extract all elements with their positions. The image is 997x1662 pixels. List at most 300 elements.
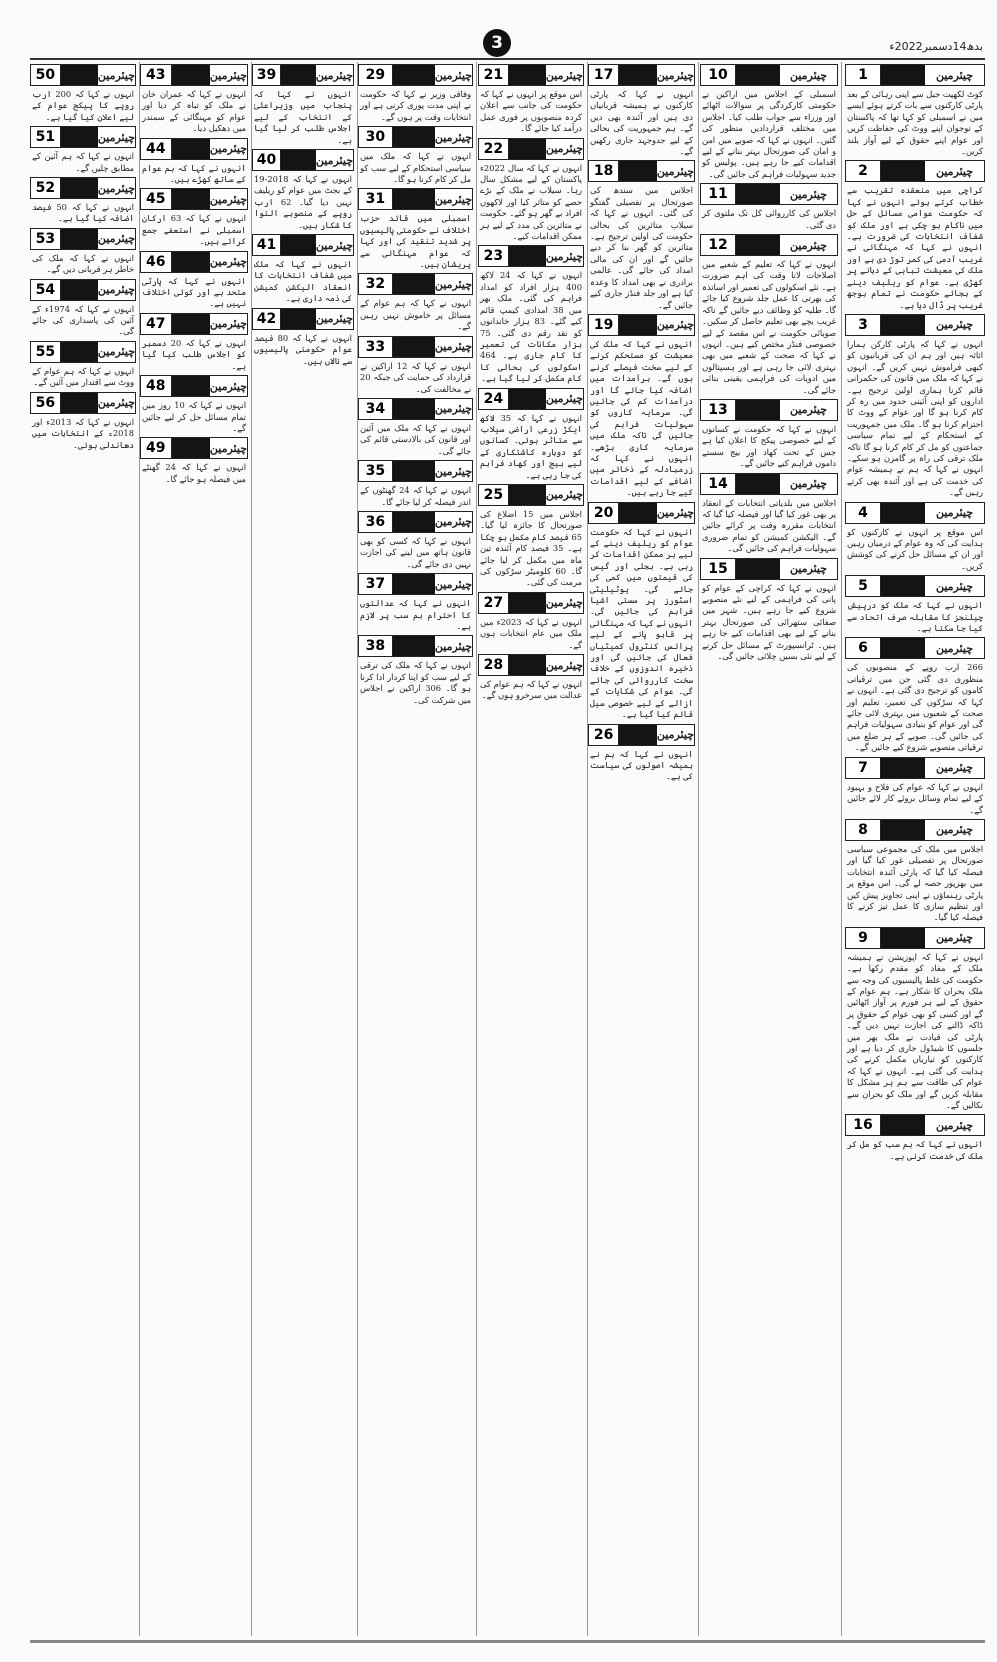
tag-word: چیئرمین — [435, 636, 472, 656]
news-column — [358, 62, 473, 1636]
tag-black-block — [281, 150, 316, 170]
item-tag — [588, 502, 695, 524]
tag-word: چیئرمین — [780, 559, 837, 579]
tag-black-block — [172, 314, 210, 334]
item-tag — [845, 819, 985, 841]
item-tag — [358, 635, 473, 657]
item-tag — [845, 160, 985, 182]
item-number: 39 — [253, 65, 281, 85]
item-tag — [700, 183, 838, 205]
item-tag — [588, 64, 695, 86]
item-number: 51 — [31, 127, 61, 147]
item-tag — [358, 460, 473, 482]
item-tag — [358, 126, 473, 148]
item-text: انہوں نے کہا کہ 80 فیصد عوام حکومتی پالیسیوں سے نالاں ہیں۔ — [254, 332, 352, 366]
item-number: 43 — [141, 65, 172, 85]
news-item — [30, 279, 136, 338]
news-item — [700, 473, 838, 555]
tag-black-block — [393, 512, 435, 532]
tag-word: چیئرمین — [435, 399, 472, 419]
tag-black-block — [393, 399, 435, 419]
news-item — [700, 234, 838, 396]
item-number: 16 — [846, 1115, 881, 1135]
tag-word: چیئرمین — [435, 461, 472, 481]
tag-word: چیئرمین — [210, 314, 247, 334]
tag-word: چیئرمین — [546, 65, 583, 85]
news-item — [252, 64, 354, 146]
news-item — [478, 388, 584, 481]
tag-black-block — [509, 139, 546, 159]
tag-black-block — [281, 309, 316, 329]
item-number: 40 — [253, 150, 281, 170]
item-number: 1 — [846, 65, 881, 85]
tag-black-block — [881, 576, 925, 596]
item-number: 17 — [589, 65, 619, 85]
news-item — [140, 64, 248, 135]
item-number: 44 — [141, 139, 172, 159]
tag-black-block — [509, 593, 546, 613]
tag-black-block — [509, 655, 546, 675]
item-tag — [358, 273, 473, 295]
item-text: انہوں نے کہا کہ ملک کی ترقی کے لیے سب کو اپنا کردار ادا کرنا ہو گا۔ 306 اراکین نے اجلاس میں شرکت کی۔ — [360, 660, 472, 705]
item-number: 26 — [589, 725, 619, 745]
tag-black-block — [393, 65, 435, 85]
news-item — [30, 228, 136, 276]
item-text: انہوں نے کہا کہ 2013ء اور 2018ء کے انتخابات میں دھاندلی ہوئی۔ — [32, 416, 135, 450]
item-text: انہوں نے کہا کہ ہم آئین کے مطابق چلیں گے۔ — [32, 151, 134, 173]
news-item — [845, 1114, 985, 1162]
tag-black-block — [61, 127, 98, 147]
news-column — [845, 62, 985, 1636]
footer-rule — [30, 1640, 985, 1643]
item-tag — [140, 313, 248, 335]
column-rule — [357, 62, 358, 1636]
item-tag — [30, 279, 136, 301]
item-number: 53 — [31, 229, 61, 249]
item-text: انہوں نے کہا کہ 35 لاکھ ایکڑ زرعی اراضی سیلاب سے متاثر ہوئی۔ کسانوں کو دوبارہ کاشتکاری کے لیے بیج اور کھاد فراہم کی جا رہی ہے۔ — [480, 412, 582, 480]
item-text: اسمبلی کے اجلاس میں اراکین نے حکومتی کارکردگی پر سوالات اٹھائے اور وزراء سے جواب طلب کیا۔ اجلاس میں مختلف قراردادیں منظور کی گئیں۔ انہوں نے کہا کہ صوبے میں امن و امان کی صورتحال بہتر بنانے کے لیے اقدامات کیے جا رہے ہیں۔ پولیس کو جدید سہولیات فراہم کی جائیں گی۔ — [702, 89, 836, 179]
item-text: انہوں نے کہا کہ ملک میں سیاسی استحکام کے لیے سب کو مل کر کام کرنا ہو گا۔ — [360, 151, 471, 185]
item-number: 3 — [846, 315, 881, 335]
column-rule — [139, 62, 140, 1636]
tag-word: چیئرمین — [657, 503, 694, 523]
news-item — [845, 502, 985, 573]
tag-word: چیئرمین — [546, 246, 583, 266]
tag-word: چیئرمین — [210, 252, 247, 272]
news-item — [358, 273, 473, 332]
item-number: 11 — [701, 184, 736, 204]
tag-word: چیئرمین — [316, 309, 353, 329]
item-text: انہوں نے کہا کہ 2023ء میں ملک میں عام انتخابات ہوں گے۔ — [480, 616, 582, 650]
tag-black-block — [881, 758, 925, 778]
news-item — [358, 460, 473, 508]
item-number: 6 — [846, 638, 881, 658]
item-tag — [700, 473, 838, 495]
news-item — [358, 398, 473, 457]
tag-black-block — [61, 178, 98, 198]
item-tag — [700, 558, 838, 580]
item-tag — [140, 437, 248, 459]
tag-black-block — [881, 503, 925, 523]
tag-word: چیئرمین — [925, 758, 984, 778]
news-item — [252, 308, 354, 367]
item-tag — [140, 64, 248, 86]
item-number: 41 — [253, 235, 281, 255]
news-item — [358, 188, 473, 270]
item-number: 34 — [359, 399, 393, 419]
item-tag — [845, 927, 985, 949]
item-number: 24 — [479, 389, 509, 409]
item-number: 20 — [589, 503, 619, 523]
news-column — [588, 62, 695, 1636]
column-rule — [698, 62, 699, 1636]
item-tag — [252, 308, 354, 330]
item-number: 35 — [359, 461, 393, 481]
news-item — [30, 126, 136, 174]
tag-word: چیئرمین — [925, 315, 984, 335]
item-number: 49 — [141, 438, 172, 458]
tag-black-block — [619, 315, 657, 335]
item-number: 54 — [31, 280, 61, 300]
news-item — [358, 635, 473, 706]
item-text: انہوں نے کہا کہ حکومت عوام کو ریلیف دینے کے لیے ہر ممکن اقدامات کر رہی ہے۔ بجلی اور گیس کی قیمتوں میں کمی کی جائے گی۔ یوٹیلیٹی اسٹورز پر سستی اشیا فراہم کی جائیں گی۔ انہوں نے کہا کہ مہنگائی پر قابو پانے کے لیے پرائس کنٹرول کمیٹیاں فعال کی جائیں گی اور ذخیرہ اندوزوں کے خلاف سخت کارروائی کی جائے گی۔ عوام کی شکایات کے ازالے کے لیے خصوصی سیل قائم کیا گیا ہے۔ — [590, 526, 693, 720]
tag-black-block — [619, 503, 657, 523]
item-number: 15 — [701, 559, 736, 579]
item-text: اجلاس میں بلدیاتی انتخابات کے انعقاد پر بھی غور کیا گیا اور فیصلہ کیا گیا کہ انتخابات مقررہ وقت پر کرائے جائیں گے۔ الیکشن کمیشن کو تمام ضروری سہولیات فراہم کی جائیں گی۔ — [702, 497, 836, 554]
tag-black-block — [172, 139, 210, 159]
news-item — [700, 399, 838, 470]
tag-black-block — [281, 235, 316, 255]
item-tag — [358, 511, 473, 533]
item-text: انہوں نے کہا کہ 1974ء کے آئین کی پاسداری کی جائے گی۔ — [32, 303, 134, 337]
news-item — [588, 64, 695, 157]
tag-word: چیئرمین — [435, 274, 472, 294]
item-text: انہوں نے کہا کہ ہم عوام کے ساتھ کھڑے ہیں۔ — [142, 162, 246, 185]
item-tag — [845, 314, 985, 336]
item-text: انہوں نے کہا کہ 50 فیصد اضافہ کیا گیا ہے۔ — [32, 202, 134, 224]
item-number: 48 — [141, 376, 172, 396]
item-number: 9 — [846, 928, 881, 948]
news-item — [358, 573, 473, 632]
tag-word: چیئرمین — [657, 161, 694, 181]
column-rule — [587, 62, 588, 1636]
item-text: انہوں نے کہا کہ تعلیم کے شعبے میں اصلاحات لانا وقت کی اہم ضرورت ہے۔ نئے اسکولوں کی تعمیر اور اساتذہ کی بھرتی کا عمل جلد شروع کیا جائے گا۔ طلبہ کو وظائف دیے جائیں گے تاکہ غریب بچے بھی تعلیم حاصل کر سکیں۔ صوبائی حکومت نے اس مقصد کے لیے خصوصی فنڈز مختص کیے ہیں۔ انہوں نے کہا کہ صحت کے شعبے میں بھی بہتری لائی جا رہی ہے اور ہسپتالوں میں ادویات کی فراہمی یقینی بنائی جائے گی۔ — [702, 259, 836, 395]
item-tag — [140, 251, 248, 273]
tag-word: چیئرمین — [925, 1115, 984, 1135]
tag-word: چیئرمین — [780, 474, 837, 494]
item-number: 14 — [701, 474, 736, 494]
item-number: 45 — [141, 189, 172, 209]
tag-word: چیئرمین — [925, 65, 984, 85]
tag-word: چیئرمین — [780, 65, 837, 85]
item-number: 37 — [359, 574, 393, 594]
tag-word: چیئرمین — [546, 593, 583, 613]
item-tag — [845, 757, 985, 779]
item-text: انہوں نے کہا کہ ہم عوام کے ووٹ سے اقتدار میں آئیں گے۔ — [32, 365, 134, 388]
item-text: 266 ارب روپے کے منصوبوں کی منظوری دی گئی جن میں ترقیاتی کاموں کو ترجیح دی گئی ہے۔ انہوں نے کہا کہ سڑکوں کی تعمیر، تعلیم اور صحت کے شعبوں میں بہتری لائی جائے گی اور عوام کو بنیادی سہولیات فراہم کی جائیں گی۔ صوبے کے ہر ضلع میں ترقیاتی منصوبے شروع کیے جائیں گے۔ — [847, 662, 983, 753]
item-number: 32 — [359, 274, 393, 294]
tag-word: چیئرمین — [98, 229, 135, 249]
tag-word: چیئرمین — [925, 638, 984, 658]
tag-black-block — [172, 438, 210, 458]
item-text: انہوں نے کہا کہ ملک کو درپیش چیلنجز کا مقابلہ صرف اتحاد سے کیا جا سکتا ہے۔ — [847, 600, 983, 634]
news-item — [588, 314, 695, 499]
item-number: 7 — [846, 758, 881, 778]
tag-word: چیئرمین — [98, 65, 135, 85]
news-item — [358, 64, 473, 123]
tag-black-block — [509, 65, 546, 85]
tag-word: چیئرمین — [925, 820, 984, 840]
tag-black-block — [736, 474, 780, 494]
item-tag — [588, 314, 695, 336]
item-text: انہوں نے کہا کہ 24 گھنٹے میں فیصلہ ہو جائے گا۔ — [142, 462, 247, 484]
item-tag — [845, 502, 985, 524]
tag-black-block — [736, 235, 780, 255]
item-tag — [478, 592, 584, 614]
item-number: 36 — [359, 512, 393, 532]
tag-black-block — [393, 574, 435, 594]
tag-black-block — [881, 1115, 925, 1135]
tag-word: چیئرمین — [657, 315, 694, 335]
news-item — [845, 160, 985, 310]
tag-black-block — [881, 638, 925, 658]
item-number: 55 — [31, 342, 61, 362]
tag-black-block — [736, 400, 780, 420]
page-number-badge: 3 — [483, 29, 511, 57]
item-text: انہوں نے کہا کہ کراچی کے عوام کو پانی کی فراہمی کے لیے نئے منصوبے شروع کیے جا رہے ہیں۔ شہر میں صفائی ستھرائی کی صورتحال بہتر بنانے کے لیے بھی اقدامات کیے جا رہے ہیں۔ ٹرانسپورٹ کے مسائل حل کرنے کے لیے نئی بسیں چلائی جائیں گی۔ — [702, 582, 836, 662]
item-text: وفاقی وزیر نے کہا کہ حکومت نے اپنی مدت پوری کرنی ہے اور انتخابات وقت پر ہوں گے۔ — [360, 89, 471, 122]
item-text: انہوں نے کہا کہ عوام کی فلاح و بہبود کے لیے تمام وسائل بروئے کار لائے جائیں گے۔ — [847, 781, 983, 815]
news-item — [30, 341, 136, 389]
news-item — [478, 138, 584, 243]
tag-word: چیئرمین — [98, 127, 135, 147]
news-item — [478, 654, 584, 702]
tag-word: چیئرمین — [98, 342, 135, 362]
news-item — [252, 149, 354, 231]
item-text: کوٹ لکھپت جیل سے اپنی رہائی کے بعد پارٹی کارکنوں سے بات کرتے ہوئے ایسے میں نے اسمبلی کو کہا تھا کہ پاکستان کے نوجوان اپنے ووٹ کی حفاظت کریں اور عوام اپنے حقوق کے لیے آواز بلند کریں۔ — [847, 89, 983, 157]
item-tag — [30, 64, 136, 86]
item-tag — [478, 388, 584, 410]
item-text: انہوں نے کہا کہ پنجاب میں وزیراعلیٰ کے انتخاب کے لیے اجلاس طلب کر لیا گیا ہے۔ — [254, 89, 352, 145]
item-text: انہوں نے کہا کہ ہم عوام کی عدالت میں سرخرو ہوں گے۔ — [480, 679, 582, 701]
tag-word: چیئرمین — [546, 139, 583, 159]
item-number: 18 — [589, 161, 619, 181]
item-text: انہوں نے کہا کہ حکومت نے کسانوں کے لیے خصوصی پیکج کا اعلان کیا ہے جس کے تحت کھاد اور بیج سستے داموں فراہم کیے جائیں گے۔ — [702, 423, 836, 469]
news-item — [588, 160, 695, 310]
item-tag — [478, 484, 584, 506]
tag-word: چیئرمین — [780, 184, 837, 204]
news-item — [700, 183, 838, 231]
tag-word: چیئرمین — [98, 178, 135, 198]
item-number: 46 — [141, 252, 172, 272]
dateline: بدھ14دسمبر2022ء — [889, 40, 983, 53]
news-column — [700, 62, 838, 1636]
news-item — [845, 314, 985, 499]
item-text: انہوں نے کہا کہ ملک کی خاطر ہر قربانی دیں گے۔ — [32, 252, 134, 275]
item-number: 27 — [479, 593, 509, 613]
tag-word: چیئرمین — [98, 393, 135, 413]
tag-black-block — [393, 337, 435, 357]
item-text: انہوں نے کہا کہ 12 اراکین نے قرارداد کی حمایت کی جبکہ 20 نے مخالفت کی۔ — [360, 360, 471, 394]
item-tag — [845, 1114, 985, 1136]
item-tag — [358, 573, 473, 595]
tag-word: چیئرمین — [435, 127, 472, 147]
tag-black-block — [61, 229, 98, 249]
item-tag — [30, 392, 136, 414]
news-item — [30, 64, 136, 123]
tag-black-block — [619, 161, 657, 181]
item-number: 38 — [359, 636, 393, 656]
item-tag — [30, 341, 136, 363]
item-number: 30 — [359, 127, 393, 147]
item-text: انہوں نے کہا کہ اپوزیشن نے ہمیشہ ملک کے مفاد کو مقدم رکھا ہے۔ حکومت کی غلط پالیسیوں کی وجہ سے ملک بحران کا شکار ہے۔ ہم عوام کے حقوق کے لیے ہر فورم پر آواز اٹھائیں گے اور کسی کو بھی عوام کے حقوق پر ڈاکہ ڈالنے کی اجازت نہیں دیں گے۔ پارٹی کی قیادت نے ملک بھر میں جلسوں کا شیڈول جاری کر دیا ہے اور کارکنوں کو تیاریاں مکمل کرنے کی ہدایت کی گئی ہے۔ انہوں نے کہا کہ عوام کی طاقت سے ہم ہر مشکل کا مقابلہ کریں گے اور ملک کو بحران سے نکالیں گے۔ — [847, 951, 983, 1111]
news-column — [140, 62, 248, 1636]
tag-word: چیئرمین — [546, 655, 583, 675]
news-item — [845, 637, 985, 753]
tag-word: چیئرمین — [657, 725, 694, 745]
news-item — [845, 819, 985, 924]
news-item — [478, 64, 584, 135]
tag-black-block — [881, 161, 925, 181]
news-column — [252, 62, 354, 1636]
tag-word: چیئرمین — [546, 485, 583, 505]
item-tag — [30, 177, 136, 199]
news-column — [478, 62, 584, 1636]
news-item — [140, 138, 248, 186]
tag-black-block — [736, 65, 780, 85]
item-tag — [700, 399, 838, 421]
item-text: انہوں نے کہا کہ ہم عوام کے مسائل پر خاموش نہیں رہیں گے۔ — [360, 298, 471, 332]
item-tag — [30, 228, 136, 250]
tag-word: چیئرمین — [210, 139, 247, 159]
news-item — [140, 313, 248, 372]
item-tag — [478, 245, 584, 267]
item-tag — [588, 724, 695, 746]
news-item — [358, 336, 473, 395]
item-tag — [478, 138, 584, 160]
item-tag — [252, 64, 354, 86]
tag-black-block — [393, 461, 435, 481]
news-item — [358, 126, 473, 185]
tag-black-block — [393, 636, 435, 656]
item-tag — [358, 336, 473, 358]
item-text: اس موقع پر انہوں نے کہا کہ حکومت کی جانب سے اعلان کردہ منصوبوں پر فوری عمل درآمد کیا جائے گا۔ — [480, 89, 582, 134]
item-number: 4 — [846, 503, 881, 523]
tag-black-block — [172, 189, 210, 209]
item-tag — [700, 234, 838, 256]
tag-word: چیئرمین — [435, 512, 472, 532]
tag-black-block — [619, 65, 657, 85]
news-item — [845, 927, 985, 1112]
item-text: اجلاس میں 15 اضلاع کی صورتحال کا جائزہ لیا گیا۔ 65 فیصد کام مکمل ہو چکا ہے۔ 35 فیصد کام آئندہ تین ماہ میں مکمل کر لیا جائے گا۔ 60 کلومیٹر سڑکوں کی مرمت کی گئی۔ — [480, 508, 582, 588]
tag-word: چیئرمین — [210, 438, 247, 458]
item-tag — [845, 637, 985, 659]
item-text: انہوں نے کہا کہ 2018-19 کے بجٹ میں عوام کو ریلیف نہیں دیا گیا۔ 62 ارب روپے کے منصوبے التوا کا شکار ہیں۔ — [254, 174, 352, 230]
tag-black-block — [393, 189, 435, 209]
header-rule — [30, 58, 985, 60]
tag-black-block — [172, 376, 210, 396]
item-number: 31 — [359, 189, 393, 209]
news-column — [30, 62, 136, 1636]
item-tag — [358, 64, 473, 86]
item-text: اس موقع پر انہوں نے کارکنوں کو ہدایت کی کہ وہ عوام کے درمیان رہیں اور ان کے مسائل حل کرنے کی کوشش کریں۔ — [847, 526, 983, 571]
item-text: انہوں نے کہا کہ ملک میں آئین اور قانون کی بالادستی قائم کی جائے گی۔ — [360, 422, 471, 456]
tag-black-block — [736, 559, 780, 579]
news-item — [140, 251, 248, 310]
news-item — [845, 575, 985, 634]
news-item — [140, 437, 248, 485]
item-text: انہوں نے کہا کہ 63 ارکان اسمبلی نے استعفے جمع کرائے ہیں۔ — [142, 213, 246, 247]
tag-word: چیئرمین — [435, 65, 472, 85]
news-item — [30, 392, 136, 451]
tag-black-block — [172, 252, 210, 272]
tag-word: چیئرمین — [98, 280, 135, 300]
item-number: 28 — [479, 655, 509, 675]
tag-word: چیئرمین — [210, 189, 247, 209]
item-number: 50 — [31, 65, 61, 85]
column-rule — [251, 62, 252, 1636]
tag-word: چیئرمین — [435, 189, 472, 209]
item-text: اجلاس میں سندھ کی صورتحال پر تفصیلی گفتگو کی گئی۔ انہوں نے کہا کہ سیلاب متاثرین کی بحالی حکومت کی اولین ترجیح ہے۔ متاثرین کو گھر بنا کر دیے جائیں گے اور ان کی مالی امداد کی جائے گی۔ عالمی برادری نے بھی امداد کا وعدہ کیا ہے اور جلد فنڈز جاری کیے جائیں گے۔ — [590, 185, 693, 310]
item-number: 42 — [253, 309, 281, 329]
tag-black-block — [881, 65, 925, 85]
tag-word: چیئرمین — [210, 376, 247, 396]
item-text: کراچی میں منعقدہ تقریب سے خطاب کرتے ہوئے انہوں نے کہا کہ حکومت عوامی مسائل کے حل میں ناکام ہو چکی ہے اور ملک کو شفاف انتخابات کی ضرورت ہے۔ انہوں نے کہا کہ مہنگائی نے غریب آدمی کی کمر توڑ دی ہے اور ملک کی معیشت تباہی کے دہانے پر کھڑی ہے۔ عوام کو ریلیف دینے کے بجائے حکومت نے تمام بوجھ غریب پر ڈال دیا ہے۔ — [847, 185, 983, 310]
item-number: 29 — [359, 65, 393, 85]
item-number: 21 — [479, 65, 509, 85]
tag-black-block — [393, 127, 435, 147]
tag-black-block — [509, 246, 546, 266]
item-text: انہوں نے کہا کہ 24 لاکھ 400 ہزار افراد کو امداد فراہم کی گئی۔ ملک بھر میں 38 امدادی کیمپ قائم کیے گئے۔ 83 ہزار خاندانوں کو نقد رقم دی گئی۔ 75 ہزار مکانات کی تعمیر کا کام جاری ہے۔ 464 اسکولوں کی بحالی کا کام مکمل کر لیا گیا ہے۔ — [480, 270, 583, 384]
item-number: 33 — [359, 337, 393, 357]
tag-word: چیئرمین — [657, 65, 694, 85]
item-tag — [30, 126, 136, 148]
tag-word: چیئرمین — [435, 574, 472, 594]
item-number: 2 — [846, 161, 881, 181]
column-rule — [476, 62, 477, 1636]
tag-word: چیئرمین — [546, 389, 583, 409]
news-item — [700, 558, 838, 663]
column-rule — [841, 62, 842, 1636]
item-text: اجلاس میں ملک کی مجموعی سیاسی صورتحال پر تفصیلی غور کیا گیا اور فیصلہ کیا گیا کہ پارٹی آئندہ انتخابات میں بھرپور حصہ لے گی۔ اس موقع پر پارٹی رہنماؤں نے اپنی تجاویز پیش کیں اور تنظیم سازی کا عمل تیز کرنے کا فیصلہ کیا گیا۔ — [847, 843, 983, 923]
tag-word: چیئرمین — [435, 337, 472, 357]
item-number: 12 — [701, 235, 736, 255]
item-text: انہوں نے کہا کہ کسی کو بھی قانون ہاتھ میں لینے کی اجازت نہیں دی جائے گی۔ — [360, 535, 471, 569]
item-tag — [140, 375, 248, 397]
news-item — [478, 245, 584, 384]
tag-black-block — [61, 280, 98, 300]
item-text: انہوں نے کہا کہ پارٹی کارکنوں نے ہمیشہ قربانیاں دی ہیں اور آئندہ بھی دیں گے۔ ہم جمہوریت کی بحالی کے لیے جدوجہد جاری رکھیں گے۔ — [590, 89, 693, 157]
tag-black-block — [61, 342, 98, 362]
tag-word: چیئرمین — [210, 65, 247, 85]
news-item — [478, 484, 584, 589]
news-item — [140, 375, 248, 434]
tag-black-block — [281, 65, 316, 85]
item-text: انہوں نے کہا کہ ہم نے ہمیشہ اصولوں کی سیاست کی ہے۔ — [590, 748, 693, 782]
item-number: 25 — [479, 485, 509, 505]
item-number: 52 — [31, 178, 61, 198]
tag-word: چیئرمین — [925, 161, 984, 181]
tag-black-block — [619, 725, 657, 745]
item-text: انہوں نے کہا کہ ملک کی معیشت کو مستحکم کرنے کے لیے سخت فیصلے کرنے ہوں گے۔ برآمدات میں اضافہ کیا جائے گا اور درآمدات کم کی جائیں گی۔ سرمایہ کاروں کو سہولیات فراہم کی جائیں گی تاکہ ملک میں سرمایہ کاری بڑھے۔ انہوں نے کہا کہ زرمبادلہ کے ذخائر میں اضافے کے لیے اقدامات کیے جا رہے ہیں۔ — [590, 338, 693, 498]
item-text: اجلاس کی کارروائی کل تک ملتوی کر دی گئی۔ — [702, 208, 836, 230]
item-tag — [845, 575, 985, 597]
tag-word: چیئرمین — [316, 235, 353, 255]
item-number: 23 — [479, 246, 509, 266]
news-item — [478, 592, 584, 651]
tag-word: چیئرمین — [316, 65, 353, 85]
item-tag — [478, 64, 584, 86]
